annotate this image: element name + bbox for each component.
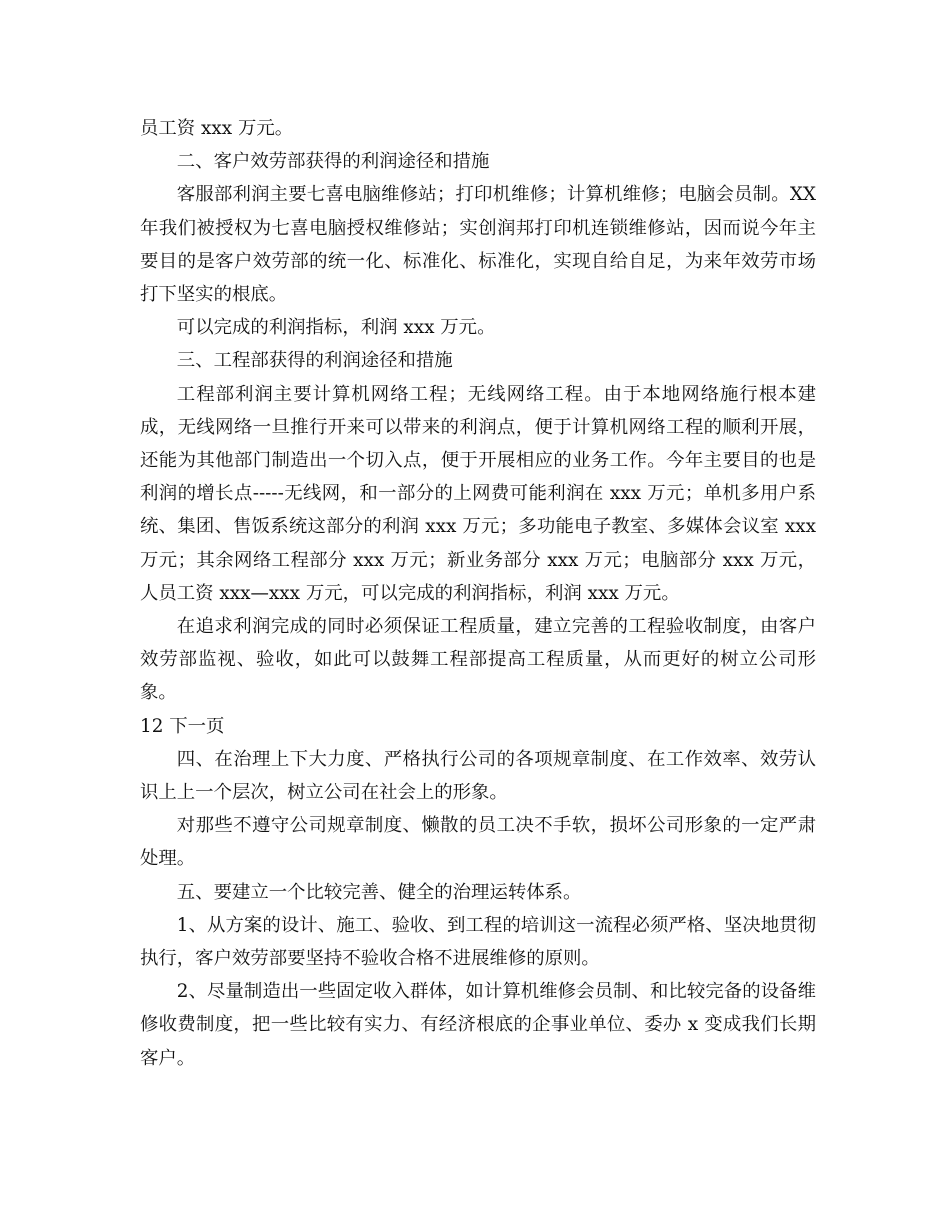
paragraph-customer-service-profit: 客服部利润主要七喜电脑维修站；打印机维修；计算机维修；电脑会员制。XX 年我们被授权为七喜电脑授权维修站；实创润邦打印机连锁维修站，因而说今年主要目的是客户效劳部的统一化、标准化、标准化，实现自给自足，为来年效劳市场打下坚实的根底。 [140,184,816,306]
heading-management-rules: 四、在治理上下大力度、严格执行公司的各项规章制度、在工作效率、效劳认识上上一个层次，树立公司在社会上的形象。 [140,748,816,804]
paragraph-salary-continuation: 员工资 xxx 万元。 [140,118,294,139]
list-item-process: 1、从方案的设计、施工、验收、到工程的培训这一流程必须严格、坚决地贯彻执行，客户效劳部要坚持不验收合格不进展维修的原则。 [140,914,816,970]
heading-management-system: 五、要建立一个比较完善、健全的治理运转体系。 [176,881,582,903]
heading-engineering-profit: 三、工程部获得的利润途径和措施 [176,350,453,372]
paragraph-customer-service-target: 可以完成的利润指标，利润 xxx 万元。 [176,317,496,339]
paragraph-quality-assurance: 在追求利润完成的同时必须保证工程质量，建立完善的工程验收制度，由客户效劳部监视、验收，如此可以鼓舞工程部提高工程质量，从而更好的树立公司形象。 [140,616,816,704]
paragraph-engineering-profit: 工程部利润主要计算机网络工程；无线网络工程。由于本地网络施行根本建成，无线网络一旦推行开来可以带来的利润点，便于计算机网络工程的顺利开展，还能为其他部门制造出一个切入点，便于开展相应的业务工作。今年主要目的也是利润的增长点-----无线网，和一部分的上网费可能利润在 xxx 万元；单机多用户系统、集团、售饭系统这部分的利润 xxx 万元；多功能电子教室、多媒体会议室 xxx 万元；其余网络工程部分 xxx 万元；新业务部分 xxx 万元；电脑部分 xxx 万元，人员工资 xxx—xxx 万元，可以完成的利润指标，利润 xxx 万元。 [140,383,816,604]
heading-customer-service-profit: 二、客户效劳部获得的利润途径和措施 [176,151,490,173]
list-item-fixed-income: 2、尽量制造出一些固定收入群体，如计算机维修会员制、和比较完备的设备维修收费制度，把一些比较有实力、有经济根底的企事业单位、委办 x 变成我们长期客户。 [140,981,816,1069]
document-body [140,112,816,1075]
page-navigation-text: 12 下一页 [140,715,225,737]
paragraph-discipline: 对那些不遵守公司规章制度、懒散的员工决不手软，损坏公司形象的一定严肃处理。 [140,815,816,870]
